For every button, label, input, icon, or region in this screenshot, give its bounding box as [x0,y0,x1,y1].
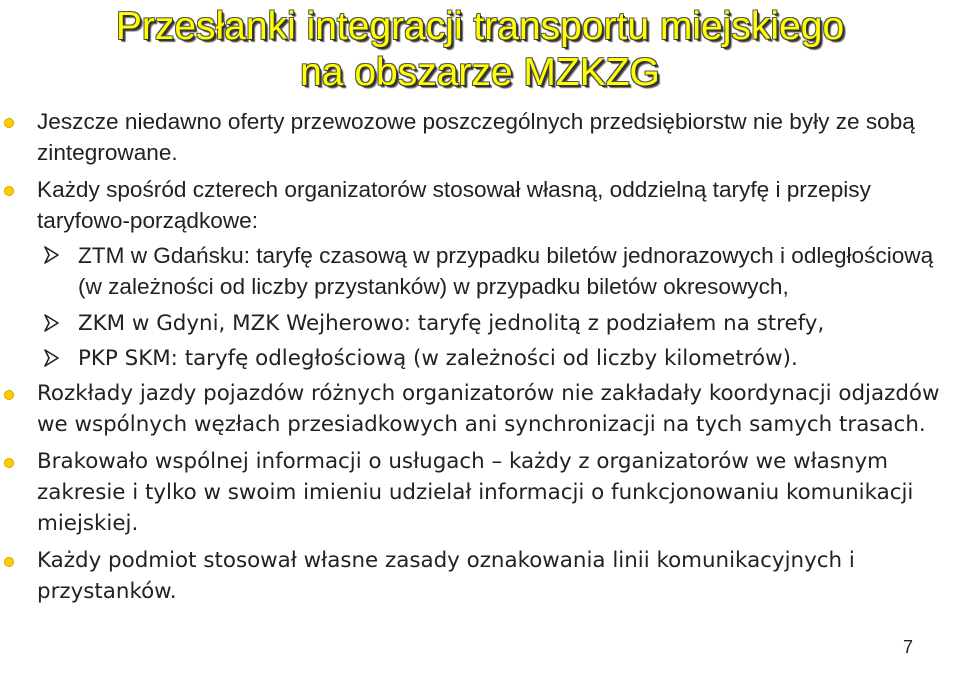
sub-item-text-zkm: ZKM w Gdyni, MZK Wejherowo: taryfę jednolitą z podziałem na strefy, [78,311,825,336]
bullet-dot-icon [4,118,14,128]
page-number: 7 [902,637,913,657]
bullet-text-3: Rozkłady jazdy pojazdów różnych organizatorów nie zakładały koordynacji odjazdów we wspólnych węzłach przesiadkowych ani synchronizacji na tych samych trasach. [37,381,940,437]
slide-title-line-2: na obszarze MZKZG [300,51,660,94]
slide-title [0,4,960,96]
bullet-text-5: Każdy podmiot stosował własne zasady oznakowania linii komunikacyjnych i przystanków. [37,548,855,604]
slide-title-line-1: Przesłanki integracji transportu miejskiego [115,5,845,48]
bullet-dot-icon [4,186,14,196]
bullet-item-3 [0,378,960,440]
sub-item-zkm [0,308,960,339]
bullet-item-1 [0,106,960,168]
arrow-right-icon [42,347,62,369]
bullet-dot-icon [4,557,14,567]
bullet-text-2: Każdy spośród czterech organizatorów stosował własną, oddzielną taryfę i przepisy taryfowo-porządkowe: [37,177,871,233]
sub-item-pkp-skm [0,343,960,374]
bullet-item-2 [0,174,960,236]
arrow-right-icon [42,312,62,334]
sub-item-text-ztm: ZTM w Gdańsku: taryfę czasową w przypadku biletów jednorazowych i odległościową (w zależności od liczby przystanków) w przypadku biletów okresowych, [78,243,934,299]
bullet-text-1: Jeszcze niedawno oferty przewozowe poszczególnych przedsiębiorstw nie były ze sobą zintegrowane. [37,109,915,165]
sub-item-text-pkp-skm: PKP SKM: taryfę odległościową (w zależności od liczby kilometrów). [78,346,798,371]
slide-content [0,106,960,607]
bullet-item-4 [0,446,960,539]
sub-item-ztm [0,240,960,302]
bullet-text-4: Brakowało wspólnej informacji o usługach – każdy z organizatorów we własnym zakresie i tylko w swoim imieniu udzielał informacji o funkcjonowaniu komunikacji miejskiej. [37,449,914,536]
bullet-item-5 [0,545,960,607]
bullet-dot-icon [4,458,14,468]
arrow-right-icon [42,244,62,266]
bullet-dot-icon [4,390,14,400]
